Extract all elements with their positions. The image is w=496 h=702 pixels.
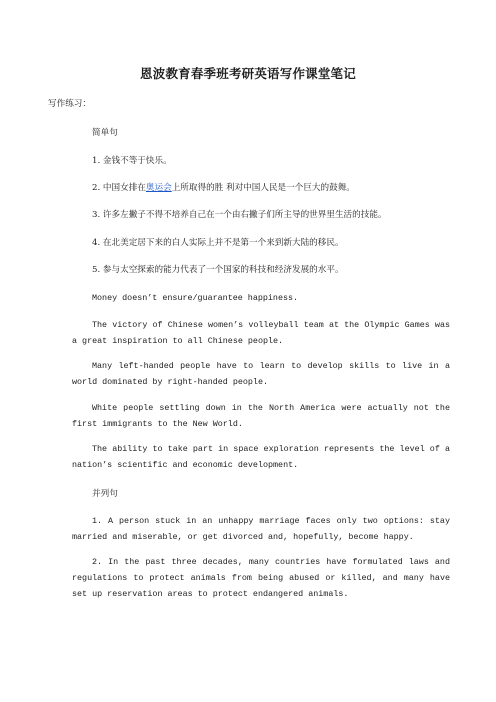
olympic-games-link[interactable]: 奥运会 [145,183,172,193]
en-sentence-2: The victory of Chinese women’s volleyball team at the Olympic Games was a great inspiration to all Chinese people. [72,320,450,346]
simple-sentence-heading: 简单句 [92,128,118,138]
cn-sentence-2-prefix: 2. 中国女排在 [92,183,146,193]
en-sentence-3: Many left-handed people have to learn to develop skills to live in a world dominated by right-handed people. [72,361,450,387]
cn-sentence-3: 3. 许多左撇子不得不培养自己在一个由右撇子们所主导的世界里生活的技能。 [92,210,387,220]
en-sentence-4: White people settling down in the North America were actually not the first immigrants to the New World. [72,403,450,429]
section-label: 写作练习： [48,99,91,109]
en-sentence-1: Money doesn’t ensure/guarantee happiness. [92,293,299,303]
cn-sentence-5: 5. 参与太空探索的能力代表了一个国家的科技和经济发展的水平。 [92,265,344,275]
cn-sentence-1: 1. 金钱不等于快乐。 [92,156,172,166]
cn-sentence-4: 4. 在北美定居下来的白人实际上并不是第一个来到新大陆的移民。 [92,238,344,248]
compound-sentence-heading: 并列句 [92,489,118,499]
cn-sentence-2-suffix: 上所取得的胜 利对中国人民是一个巨大的鼓舞。 [171,183,355,193]
compound-sentence-2: 2. In the past three decades, many countries have formulated laws and regulations to protect animals from being abused or killed, and many have set up reservation areas to protect endangered animals. [72,557,450,599]
en-sentence-5: The ability to take part in space exploration represents the level of a nation’s scientific and economic development. [72,444,450,470]
cn-sentence-2 [92,182,355,194]
document-title: 恩波教育春季班考研英语写作课堂笔记 [140,66,356,81]
compound-sentence-1: 1. A person stuck in an unhappy marriage faces only two options: stay married and miserable, or get divorced and, hopefully, become happy. [72,516,450,542]
